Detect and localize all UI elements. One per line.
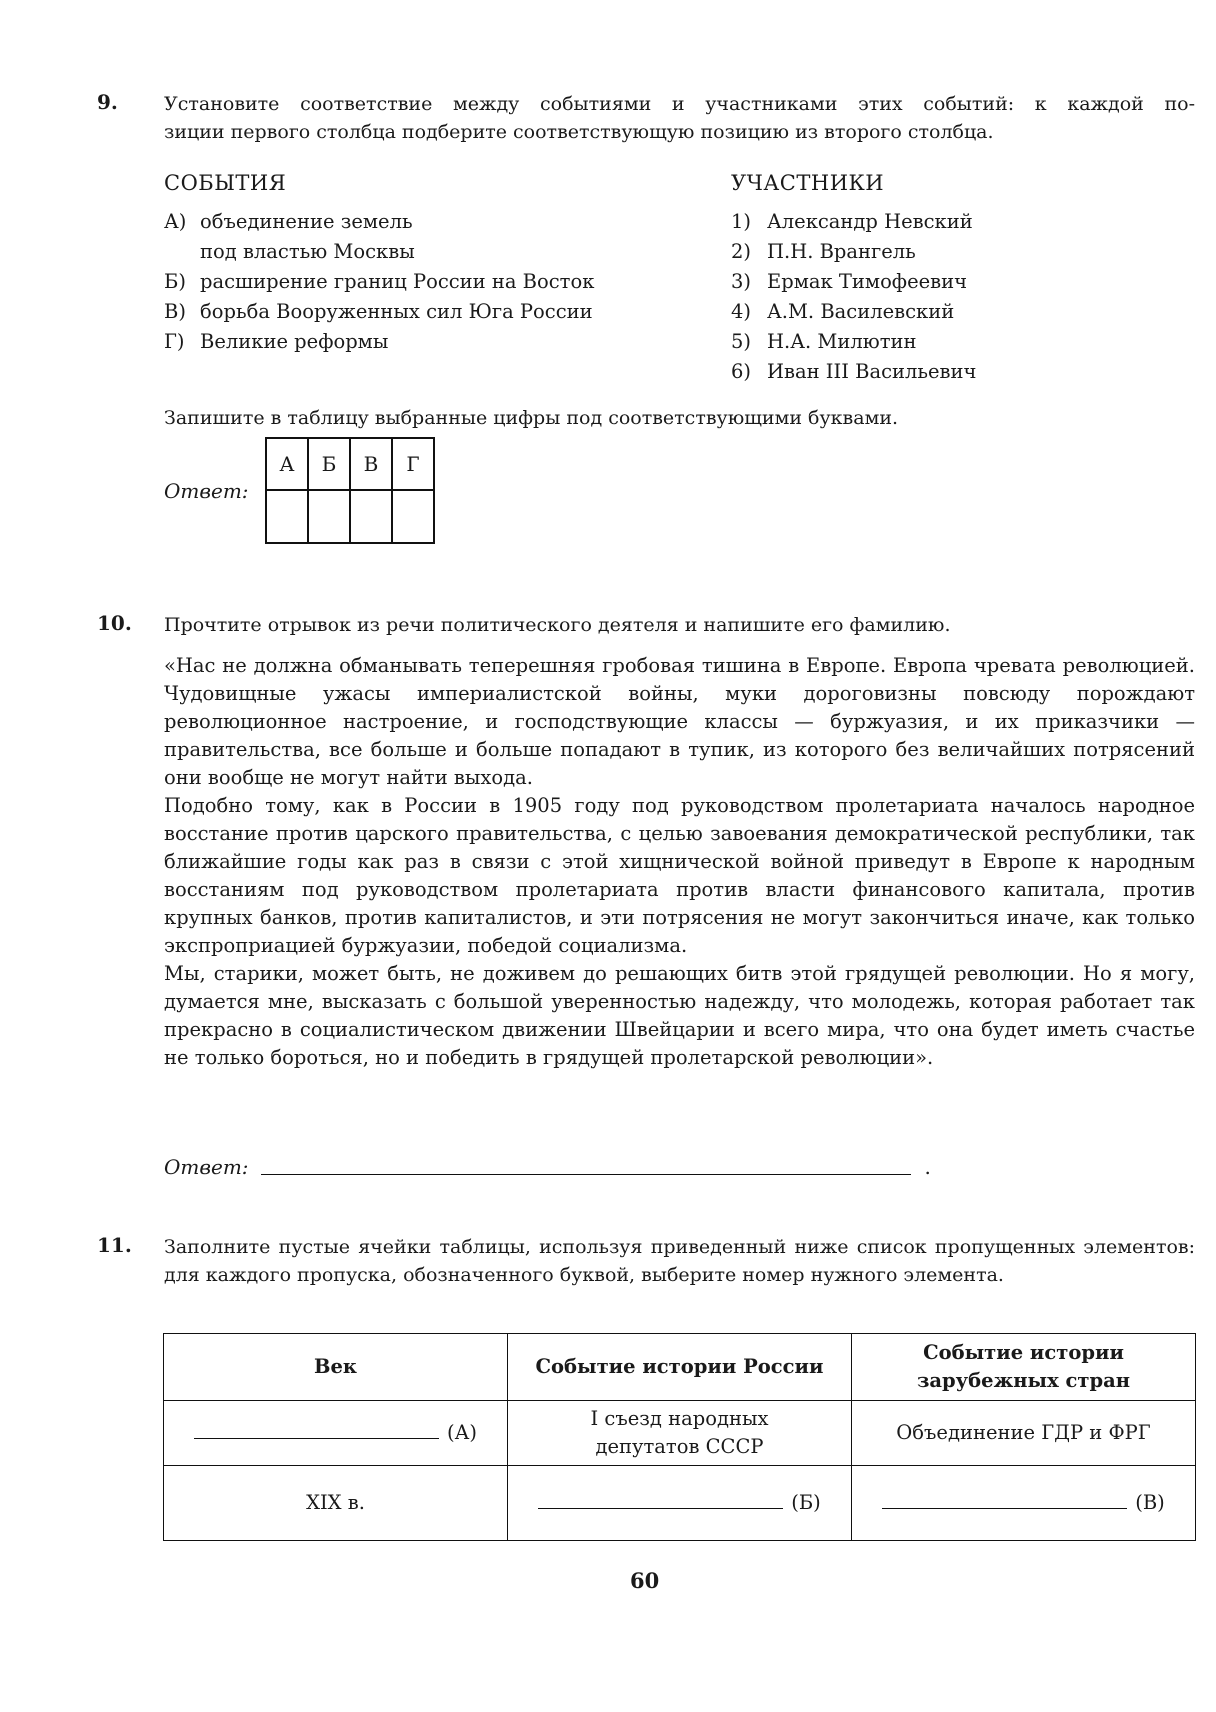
event-item-a (164, 207, 594, 237)
blank-line (882, 1507, 1127, 1509)
blank-cell-v[interactable] (852, 1466, 1196, 1541)
event-text: Великие реформы (200, 330, 389, 353)
task10-number: 10. (97, 611, 132, 635)
events-list (164, 207, 594, 357)
quote-paragraph: Мы, старики, может быть, не доживем до решающих битв этой грядущей революции. Но я могу, думается мне, высказать с большой уверенностью надежду, что молодежь, которая работает так прекрасно в социалистическом движении Швейцарии и всего мира, что она будет иметь счастье не только бороться, но и победить в грядущей пролетарской революции». (164, 962, 1195, 1069)
event-text: расширение границ России на Восток (200, 270, 595, 293)
quote-paragraph: «Нас не должна обманывать теперешняя гробовая тишина в Европе. Европа чревата революцией. Чудовищные ужасы империалистской войны, муки дороговизны повсюду порождают революционное настроение, и господствующие классы — буржуазия, и их приказчики — правительства, все больше и больше попадают в тупик, из которого без величайших потрясений они вообще не могут найти выхода. (164, 654, 1195, 789)
page-number: 60 (630, 1568, 660, 1593)
cell-century: XIX в. (164, 1466, 508, 1541)
cell-russia-event: I съезд народных депутатов СССР (508, 1401, 852, 1466)
task9-instruction-line1: Установите соответствие между событиями и участниками этих событий: к каждой по- (164, 93, 1195, 115)
event-item-b (164, 267, 594, 297)
task10-answer-end: . (924, 1155, 931, 1179)
participant-item (731, 267, 976, 297)
event-text: объединение земель (200, 210, 413, 233)
header-century: Век (164, 1334, 508, 1401)
table-row (164, 1466, 1196, 1541)
participants-header: УЧАСТНИКИ (731, 171, 885, 195)
blank-line (538, 1507, 783, 1509)
blank-line (194, 1437, 439, 1439)
blank-marker: (Б) (791, 1491, 821, 1514)
participant-text: Н.А. Милютин (767, 330, 917, 353)
answer-col-header: Г (392, 438, 434, 490)
answer-cell-b[interactable] (308, 490, 350, 543)
header-foreign-event: Событие истории зарубежных стран (852, 1334, 1196, 1401)
participants-list (731, 207, 976, 387)
participant-text: Александр Невский (767, 210, 973, 233)
blank-marker: (В) (1135, 1491, 1165, 1514)
task9-answer-table (265, 437, 435, 544)
participant-text: П.Н. Врангель (767, 240, 916, 263)
answer-col-header: В (350, 438, 392, 490)
event-label: А) (164, 210, 187, 233)
participant-item (731, 327, 976, 357)
task11-number: 11. (97, 1233, 132, 1257)
participant-text: Ермак Тимофеевич (767, 270, 968, 293)
task9-write-instruction: Запишите в таблицу выбранные цифры под соответствующими буквами. (164, 407, 899, 429)
blank-cell-a[interactable] (164, 1401, 508, 1466)
task10-answer-row (164, 1150, 931, 1179)
participant-label: 5) (731, 330, 752, 353)
blank-marker: (А) (447, 1421, 477, 1444)
answer-cell-g[interactable] (392, 490, 434, 543)
answer-cell-v[interactable] (350, 490, 392, 543)
task9-instruction-line2: зиции первого столбца подберите соответствующую позицию из второго столбца. (164, 121, 994, 143)
answer-cell-a[interactable] (266, 490, 308, 543)
participant-item (731, 297, 976, 327)
participant-item (731, 207, 976, 237)
answer-col-header: Б (308, 438, 350, 490)
answer-col-header: А (266, 438, 308, 490)
quote-paragraph: Подобно тому, как в России в 1905 году под руководством пролетариата началось народное восстание против царского правительства, с целью завоевания демократической республики, так ближайшие годы как раз в связи с этой хищнической войной приведут в Европе к народным восстаниям под руководством пролетариата против власти финансового капитала, против крупных банков, против капиталистов, и эти потрясения не могут закончиться иначе, как только экспроприацией буржуазии, победой социализма. (164, 794, 1195, 957)
participant-text: Иван III Васильевич (767, 360, 977, 383)
participant-label: 4) (731, 300, 752, 323)
task10-quote (164, 652, 1195, 1072)
participant-item (731, 357, 976, 387)
event-text: под властью Москвы (200, 240, 415, 263)
participant-text: А.М. Василевский (767, 300, 955, 323)
task9-number: 9. (97, 90, 118, 114)
participant-label: 6) (731, 360, 752, 383)
event-label: Б) (164, 270, 186, 293)
event-label: В) (164, 300, 186, 323)
participant-label: 1) (731, 210, 752, 233)
task10-answer-field[interactable] (261, 1150, 911, 1175)
event-item-g (164, 327, 594, 357)
task11-table (163, 1333, 1196, 1541)
task10-instruction: Прочтите отрывок из речи политического деятеля и напишите его фамилию. (164, 614, 951, 636)
event-label: Г) (164, 330, 185, 353)
participant-label: 3) (731, 270, 752, 293)
task9-instruction (164, 90, 1195, 146)
task11-instruction: Заполните пустые ячейки таблицы, используя приведенный ниже список пропущенных элементов: для каждого пропуска, обозначенного буквой, выберите номер нужного элемента. (164, 1236, 1195, 1286)
participant-label: 2) (731, 240, 752, 263)
table-row (164, 1401, 1196, 1466)
event-text: борьба Вооруженных сил Юга России (200, 300, 593, 323)
task9-answer-label: Ответ: (164, 479, 249, 503)
events-header: СОБЫТИЯ (164, 171, 287, 195)
participant-item (731, 237, 976, 267)
table-header-row (164, 1334, 1196, 1401)
event-item-a-cont (164, 237, 594, 267)
event-item-v (164, 297, 594, 327)
blank-cell-b[interactable] (508, 1466, 852, 1541)
task10-answer-label: Ответ: (164, 1155, 249, 1179)
cell-foreign-event: Объединение ГДР и ФРГ (852, 1401, 1196, 1466)
header-russia-event: Событие истории России (508, 1334, 852, 1401)
